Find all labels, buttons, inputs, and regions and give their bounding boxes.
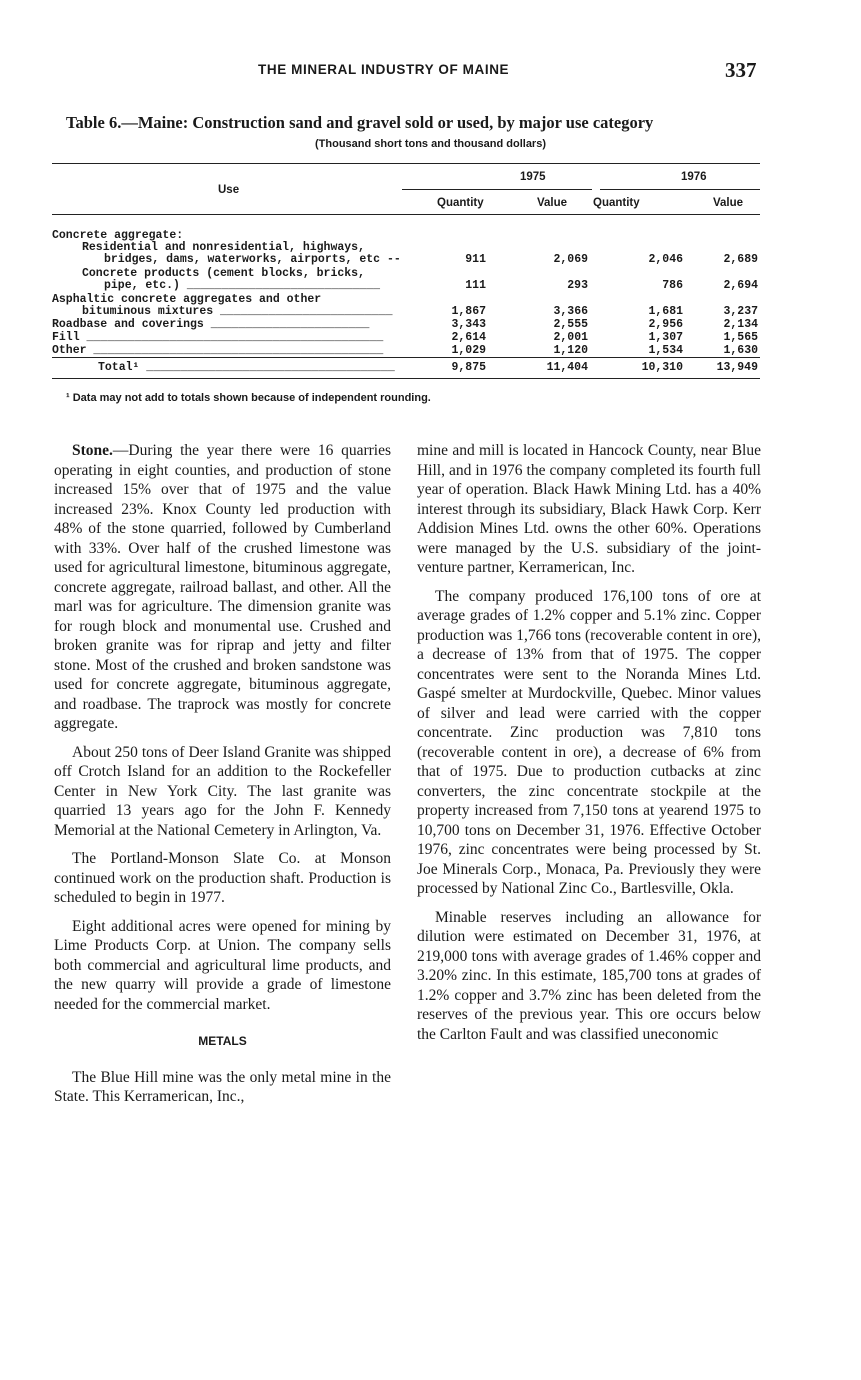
- table-cell: 2,134: [723, 318, 758, 331]
- row-label: bituminous mixtures _________________________: [82, 305, 393, 318]
- year-1976-header: 1976: [681, 171, 707, 183]
- table-row: [52, 279, 760, 292]
- row-label: bridges, dams, waterworks, airports, etc --: [104, 253, 401, 266]
- use-header: Use: [218, 184, 240, 196]
- paragraph: Eight additional acres were opened for mining by Lime Products Corp. at Union. The company sells both commercial and agricultural lime products, and the new quarry will provide a grade of limestone needed for the commercial market.: [54, 917, 391, 1013]
- table-cell: 786: [662, 279, 683, 292]
- table-cell: 2,046: [648, 253, 683, 266]
- total-row: [52, 361, 760, 375]
- table-bottom-rule: [52, 378, 760, 379]
- table-row: [52, 253, 760, 266]
- table-row: [52, 318, 760, 331]
- total-cell: 10,310: [641, 361, 683, 374]
- table-cell: 1,565: [723, 331, 758, 344]
- quantity-1975-header: Quantity: [437, 197, 484, 209]
- value-1976-header: Value: [713, 197, 744, 209]
- running-title: THE MINERAL INDUSTRY OF MAINE: [258, 62, 510, 77]
- value-1975-header: Value: [537, 197, 568, 209]
- paragraph: mine and mill is located in Hancock County, near Blue Hill, and in 1976 the company completed its fourth full year of operation. Black Hawk Mining Ltd. has a 40% interest through its subsidiary, Black Hawk Corp. Kerr Addision Mines Ltd. owns the other 60%. Operations were managed by the U.S. subsidiary of the joint-venture partner, Kerramerican, Inc.: [417, 442, 761, 576]
- table-cell: 3,343: [451, 318, 486, 331]
- table-cell: 2,001: [553, 331, 588, 344]
- table-cell: 1,307: [648, 331, 683, 344]
- total-rule: [52, 357, 760, 358]
- table-cell: 2,694: [723, 279, 758, 292]
- row-label: pipe, etc.) ____________________________: [104, 279, 381, 292]
- row-label: Fill ___________________________________________: [52, 331, 384, 344]
- paragraph: Minable reserves including an allowance for dilution were estimated on December 31, 1976, at 219,000 tons with average grades of 1.46% copper and 3.20% zinc. In this estimate, 185,700 tons at grades of 1.2% copper and 3.7% zinc has been deleted from the reserves of the previous year. This ore occurs below the Carlton Fault and was classified uneconomic: [417, 908, 761, 1043]
- paragraph: The Blue Hill mine was the only metal mine in the State. This Kerramerican, Inc.,: [54, 1068, 391, 1105]
- row-label: Concrete aggregate:: [52, 229, 184, 242]
- table-row: [52, 305, 760, 318]
- row-label: Asphaltic concrete aggregates and other: [52, 293, 322, 306]
- table-cell: 1,120: [553, 344, 588, 357]
- table-cell: 911: [465, 253, 486, 266]
- table-cell: 2,069: [553, 253, 588, 266]
- table-title: Table 6.—Maine: Construction sand and gravel sold or used, by major use category: [66, 113, 654, 132]
- paragraph-text: —During the year there were 16 quarries operating in eight counties, and production of stone increased 15% over that of 1975 and the value increased 23%. Knox County led production with 48% of the stone quarried, followed by Cumberland with 33%. Over half of the crushed limestone was used for agricultural limestone, bituminous aggregate, concrete aggregate, railroad ballast, and other. All the marl was for agriculture. The dimension granite was for rough block and monumental use. Crushed and broken granite was for riprap and jetty and filter stone. Most of the crushed and broken sandstone was used for concrete aggregate, bituminous aggregate, and roadbase. The traprock was mostly for concrete aggregate.: [54, 442, 391, 732]
- total-label: Total¹ ____________________________________: [98, 361, 395, 374]
- table-subtitle: (Thousand short tons and thousand dollars): [315, 138, 546, 150]
- row-label: Concrete products (cement blocks, bricks,: [82, 267, 365, 280]
- total-cell: 13,949: [716, 361, 758, 374]
- table-row: [52, 344, 760, 357]
- page-number: 337: [725, 58, 757, 82]
- row-label: Residential and nonresidential, highways,: [82, 241, 365, 254]
- table-row: [52, 331, 760, 344]
- table-cell: 1,029: [451, 344, 486, 357]
- table-cell: 2,555: [553, 318, 588, 331]
- right-column: [417, 441, 761, 1053]
- table-cell: 2,689: [723, 253, 758, 266]
- paragraph: About 250 tons of Deer Island Granite was shipped off Crotch Island for an addition to the Rockefeller Center in New York City. The last granite was quarried 13 years ago for the John F. Kennedy Memorial at the National Cemetery in Arlington, Va.: [54, 743, 391, 839]
- table-cell: 3,366: [553, 305, 588, 318]
- quantity-1976-header: Quantity: [593, 197, 640, 209]
- paragraph: [54, 441, 391, 734]
- paragraph: The company produced 176,100 tons of ore at average grades of 1.2% copper and 5.1% zinc. Copper production was 1,766 tons (recoverable content in ore), a decrease of 13% from that of 1975. The copper concentrates were sent to the Noranda Mines Ltd. Gaspé smelter at Murdockville, Quebec. Minor values of silver and lead were carried with the copper concentrate. Zinc production was 7,810 tons (recoverable content in ore), a decrease of 6% from that of 1975. Due to production cutbacks at zinc converters, the zinc concentrate stockpile at the property increased from 7,150 tons at yearend 1975 to 10,700 tons on December 31, 1976. Effective October 1976, zinc concentrates were being processed by St. Joe Minerals Corp., Monaca, Pa. Previously they were processed by National Zinc Co., Bartlesville, Okla.: [417, 587, 761, 897]
- table-cell: 2,614: [451, 331, 486, 344]
- page-header: [0, 60, 861, 84]
- total-cell: 9,875: [451, 361, 486, 374]
- row-label: Other __________________________________________: [52, 344, 384, 357]
- table-cell: 3,237: [723, 305, 758, 318]
- table-cell: 111: [465, 279, 486, 292]
- table-footnote: ¹ Data may not add to totals shown because of independent rounding.: [66, 392, 431, 404]
- table-cell: 1,681: [648, 305, 683, 318]
- rule-1976: [600, 189, 760, 190]
- paragraph: The Portland-Monson Slate Co. at Monson continued work on the production shaft. Production is scheduled to begin in 1977.: [54, 850, 391, 906]
- row-label: Roadbase and coverings _______________________: [52, 318, 370, 331]
- run-in-head: Stone.: [72, 442, 113, 459]
- section-heading: METALS: [198, 1034, 247, 1048]
- table-cell: 1,867: [451, 305, 486, 318]
- year-1975-header: 1975: [520, 171, 546, 183]
- table-cell: 1,630: [723, 344, 758, 357]
- table-top-rule: [52, 163, 760, 164]
- left-column: [54, 441, 391, 1116]
- total-cell: 11,404: [546, 361, 588, 374]
- table-cell: 2,956: [648, 318, 683, 331]
- header-rule: [52, 214, 760, 215]
- rule-1975: [402, 189, 592, 190]
- table-cell: 1,534: [648, 344, 683, 357]
- table-cell: 293: [567, 279, 588, 292]
